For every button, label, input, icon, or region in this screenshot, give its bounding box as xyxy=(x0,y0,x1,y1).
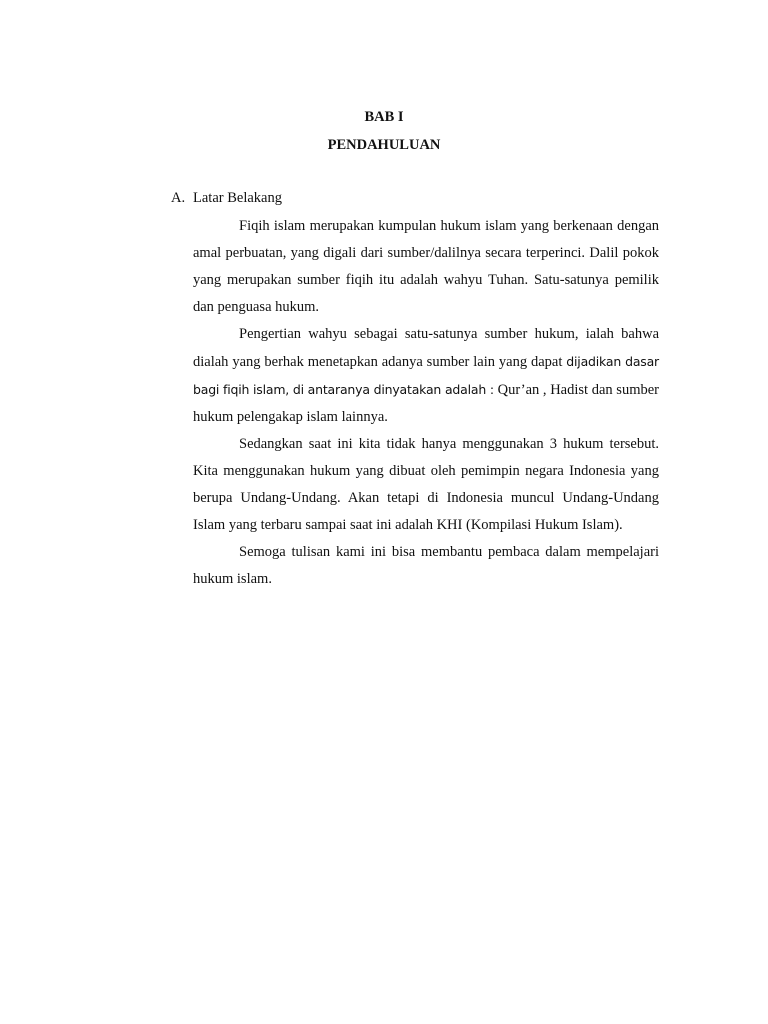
section-heading xyxy=(171,190,471,207)
paragraph-2-end: Qur’an , Hadist dan sumber hukum pelengakap islam lainnya. xyxy=(193,382,659,425)
body-text xyxy=(193,213,659,593)
chapter-title: PENDAHULUAN xyxy=(327,137,441,153)
section-letter: A. xyxy=(171,190,186,206)
paragraph-2 xyxy=(193,321,659,431)
paragraph-2-mixed-font-run: dijadikan dasar bagi fiqih islam, di antaranya dinyatakan adalah : xyxy=(193,354,660,397)
chapter-number: BAB I xyxy=(364,109,404,125)
paragraph-2-start: Pengertian wahyu sebagai satu-satunya sumber hukum, ialah bahwa dialah yang berhak menetapkan adanya sumber lain yang dapat xyxy=(193,326,659,370)
section-title: Latar Belakang xyxy=(193,190,282,206)
paragraph-4: Semoga tulisan kami ini bisa membantu pembaca dalam mempelajari hukum islam. xyxy=(193,544,659,587)
paragraph-3: Sedangkan saat ini kita tidak hanya menggunakan 3 hukum tersebut. Kita menggunakan hukum yang dibuat oleh pemimpin negara Indonesia yang berupa Undang-Undang. Akan tetapi di Indonesia muncul Undang-Undang Islam yang terbaru sampai saat ini adalah KHI (Kompilasi Hukum Islam). xyxy=(193,436,659,533)
paragraph-1: Fiqih islam merupakan kumpulan hukum islam yang berkenaan dengan amal perbuatan, yang digali dari sumber/dalilnya secara terperinci. Dalil pokok yang merupakan sumber fiqih itu adalah wahyu Tuhan. Satu-satunya pemilik dan penguasa hukum. xyxy=(193,218,659,315)
